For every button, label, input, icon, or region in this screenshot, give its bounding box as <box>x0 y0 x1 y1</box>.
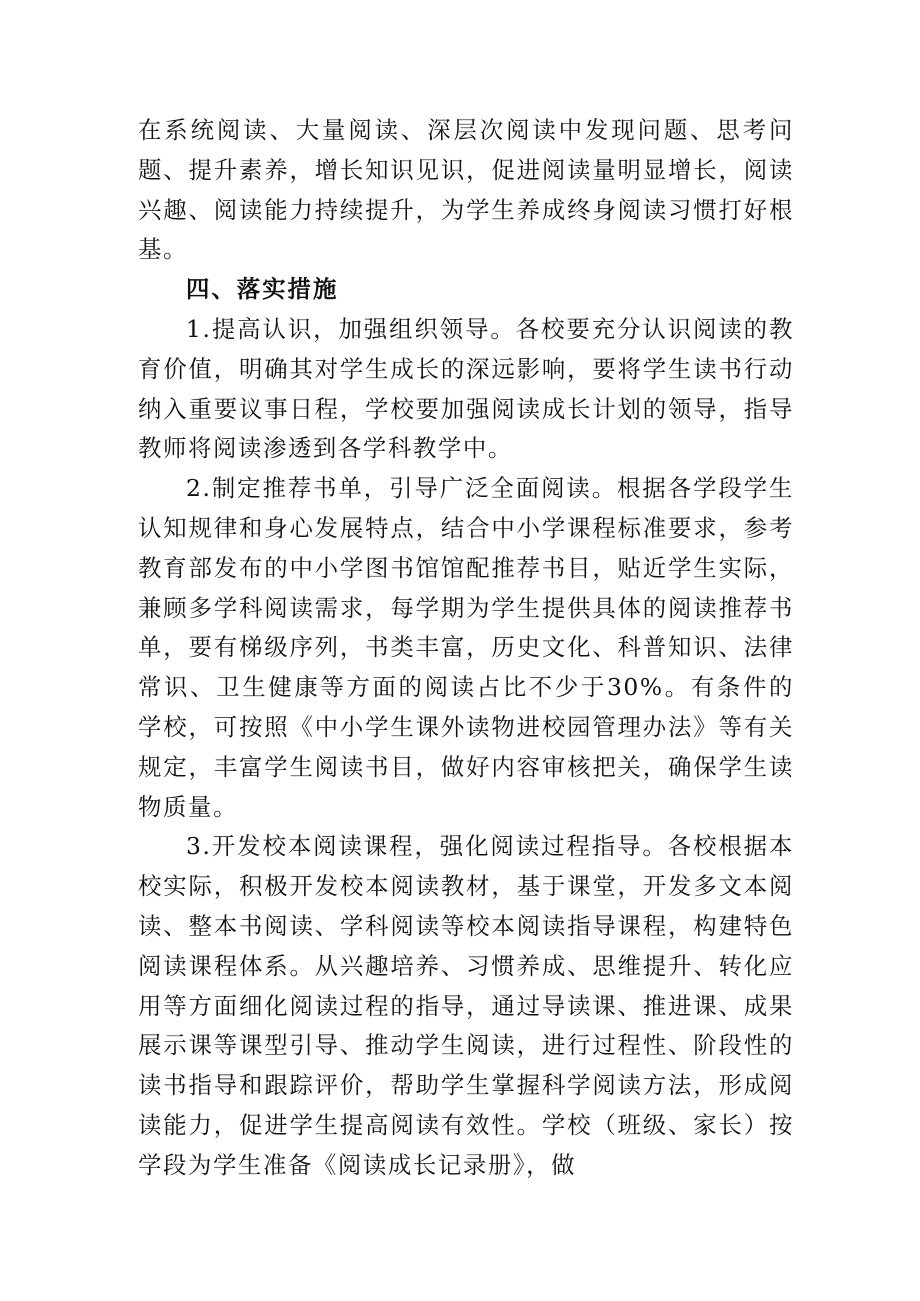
paragraph-measure-1: 1.提高认识，加强组织领导。各校要充分认识阅读的教育价值，明确其对学生成长的深远影响，要将学生读书行动纳入重要议事日程，学校要加强阅读成长计划的领导，指导教师将阅读渗透到各学科教学中。 <box>138 314 794 463</box>
section-heading: 四、落实措施 <box>186 275 339 304</box>
paragraph-continuation: 在系统阅读、大量阅读、深层次阅读中发现问题、思考问题、提升素养，增长知识见识，促进阅读量明显增长，阅读兴趣、阅读能力持续提升，为学生养成终身阅读习惯打好根基。 <box>138 116 794 264</box>
paragraph-measure-2: 2.制定推荐书单，引导广泛全面阅读。根据各学段学生认知规律和身心发展特点，结合中小学课程标准要求，参考教育部发布的中小学图书馆馆配推荐书目，贴近学生实际，兼顾多学科阅读需求，每学期为学生提供具体的阅读推荐书单，要有梯级序列，书类丰富，历史文化、科普知识、法律常识、卫生健康等方面的阅读占比不少于30%。有条件的学校，可按照《中小学生课外读物进校园管理办法》等有关规定，丰富学生阅读书目，做好内容审核把关，确保学生读物质量。 <box>138 474 794 821</box>
paragraph-measure-3: 3.开发校本阅读课程，强化阅读过程指导。各校根据本校实际，积极开发校本阅读教材，基于课堂，开发多文本阅读、整本书阅读、学科阅读等校本阅读指导课程，构建特色阅读课程体系。从兴趣培养、习惯养成、思维提升、转化应用等方面细化阅读过程的指导，通过导读课、推进课、成果展示课等课型引导、推动学生阅读，进行过程性、阶段性的读书指导和跟踪评价，帮助学生掌握科学阅读方法，形成阅读能力，促进学生提高阅读有效性。学校（班级、家长）按学段为学生准备《阅读成长记录册》，做 <box>138 832 794 1179</box>
document-body <box>138 111 794 1186</box>
